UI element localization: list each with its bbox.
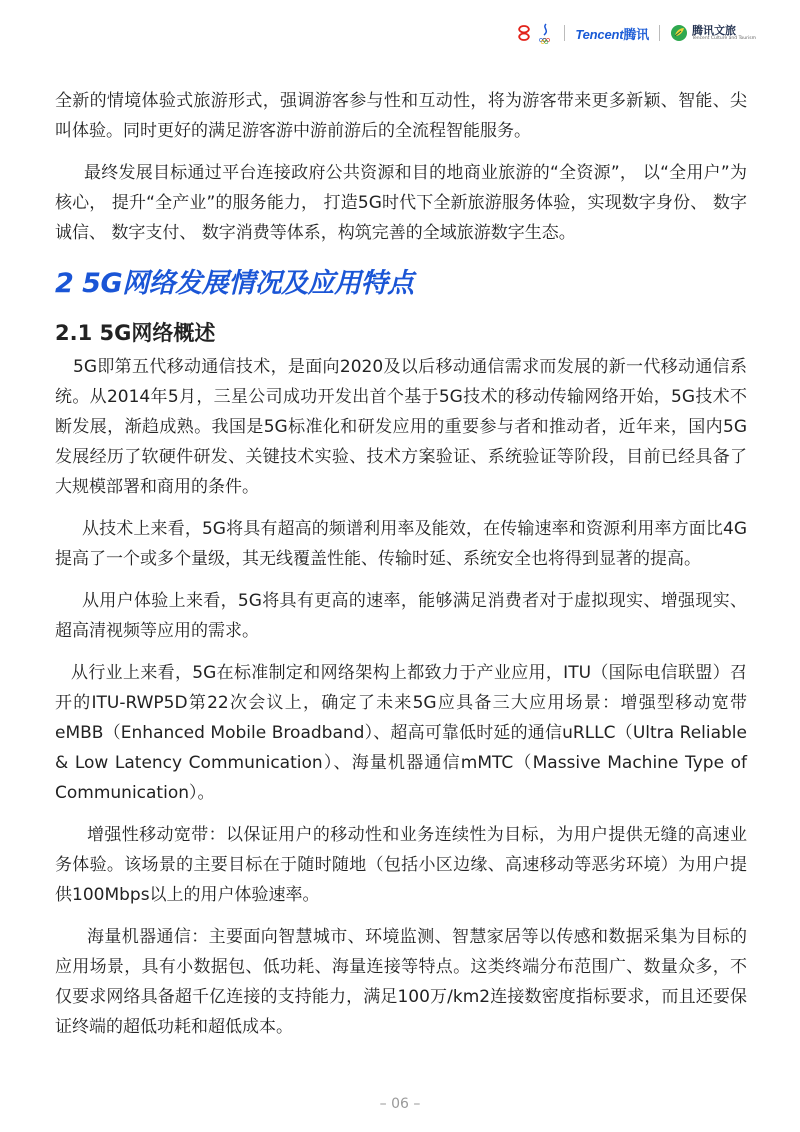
- tencent-logo-text: Tencent: [575, 26, 624, 42]
- unicom-knot-icon: [514, 23, 534, 43]
- tencent-logo: [575, 24, 649, 43]
- header-divider: [659, 25, 660, 41]
- body-paragraph: 海量机器通信：主要面向智慧城市、环境监测、智慧家居等以传感和数据采集为目标的应用场景，具有小数据包、低功耗、海量连接等特点。这类终端分布范围广、数量众多，不仅要求网络具备超千亿连接的支持能力，满足100万/km2连接数密度指标要求，而且还要保证终端的超低功耗和超低成本。: [55, 927, 747, 1037]
- body-paragraph: 从行业上来看，5G在标准制定和网络架构上都致力于产业应用，ITU（国际电信联盟）召开的ITU-RWP5D第22次会议上，确定了未来5G应具备三大应用场景：增强型移动宽带eMBB（Enhanced Mobile Broadband）、超高可靠低时延的通信uRLLC（Ultra Reliable & Low Latency Communication）、海量机器通信mMTC（Massive Machine Type of Communication）。: [55, 663, 747, 803]
- section-heading: 2 5G网络发展情况及应用特点: [55, 268, 414, 299]
- body-paragraph: 增强性移动宽带：以保证用户的移动性和业务连续性为目标，为用户提供无缝的高速业务体验。该场景的主要目标在于随时随地（包括小区边缘、高速移动等恶劣环境）为用户提供100Mbps以上的用户体验速率。: [55, 825, 747, 905]
- page-number: – 06 –: [379, 1096, 421, 1112]
- china-unicom-logo: [514, 22, 554, 44]
- header-divider: [564, 25, 565, 41]
- page-header: [514, 18, 756, 48]
- body-paragraph: 全新的情境体验式旅游形式，强调游客参与性和互动性，将为游客带来更多新颖、智能、尖叫体验。同时更好的满足游客游中游前游后的全流程智能服务。: [55, 91, 747, 141]
- page-content: [55, 86, 747, 1042]
- body-paragraph: 从技术上来看，5G将具有超高的频谱利用率及能效，在传输速率和资源利用率方面比4G提高了一个或多个量级，其无线覆盖性能、传输时延、系统安全也将得到显著的提高。: [55, 519, 747, 569]
- tencent-wenlv-logo: [670, 24, 756, 42]
- subsection-heading: 2.1 5G网络概述: [55, 321, 216, 345]
- body-paragraph: 从用户体验上来看，5G将具有更高的速率，能够满足消费者对于虚拟现实、增强现实、超高清视频等应用的需求。: [55, 591, 747, 641]
- tencent-logo-cn: 腾讯: [623, 26, 649, 42]
- olympic-emblem-icon: [538, 22, 554, 44]
- wenlv-title: 腾讯文旅: [691, 23, 736, 37]
- wenlv-subtitle: Tencent Culture and Tourism: [691, 35, 756, 41]
- body-paragraph: 最终发展目标通过平台连接政府公共资源和目的地商业旅游的“全资源”， 以“全用户”为核心， 提升“全产业”的服务能力， 打造5G时代下全新旅游服务体验，实现数字身份、 数字诚信、 数字支付、 数字消费等体系，构筑完善的全域旅游数字生态。: [55, 163, 747, 243]
- wenlv-leaf-icon: [670, 24, 688, 42]
- body-paragraph: 5G即第五代移动通信技术，是面向2020及以后移动通信需求而发展的新一代移动通信系统。从2014年5月，三星公司成功开发出首个基于5G技术的移动传输网络开始，5G技术不断发展，渐趋成熟。我国是5G标准化和研发应用的重要参与者和推动者，近年来，国内5G发展经历了软硬件研发、关键技术实验、技术方案验证、系统验证等阶段，目前已经具备了大规模部署和商用的条件。: [55, 357, 747, 497]
